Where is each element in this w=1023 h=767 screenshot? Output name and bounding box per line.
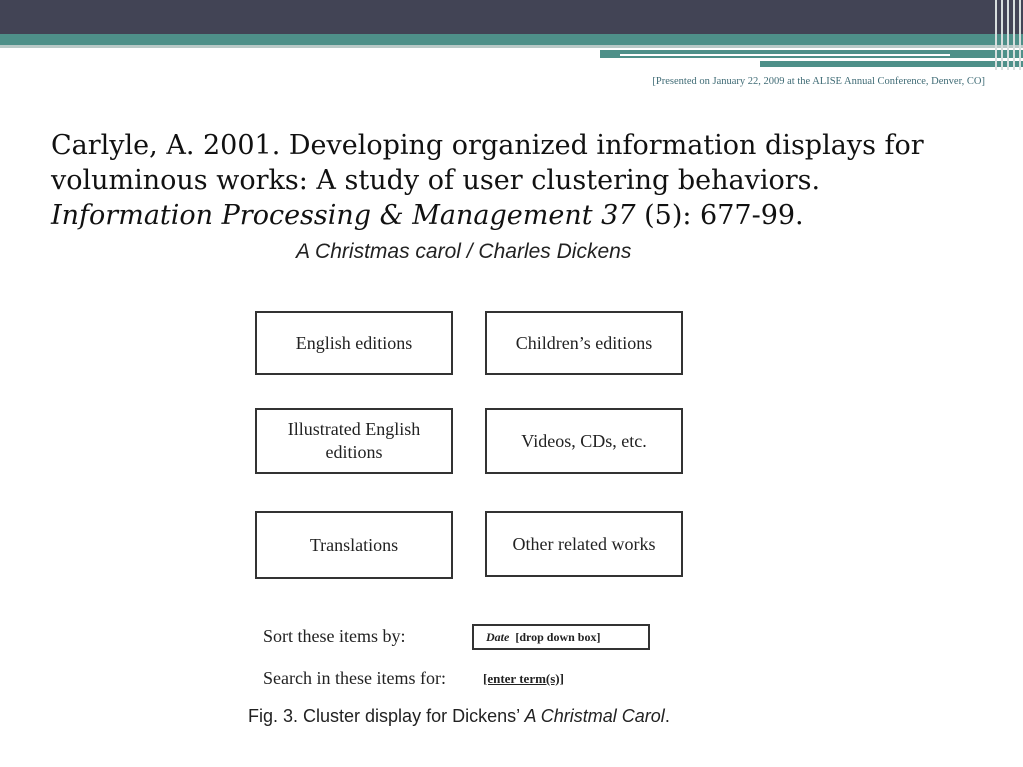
caption-prefix: Fig. 3. Cluster display for Dickens’ xyxy=(248,706,525,726)
cluster-other-related-works[interactable]: Other related works xyxy=(485,511,683,577)
sort-label: Sort these items by: xyxy=(263,626,406,646)
citation xyxy=(51,128,951,233)
caption-suffix: . xyxy=(664,706,670,726)
search-label: Search in these items for: xyxy=(263,668,446,688)
sort-dropdown[interactable] xyxy=(472,624,650,650)
header-teal-accent-low xyxy=(760,61,1023,67)
cluster-illustrated-english-editions[interactable]: Illustrated English editions xyxy=(255,408,453,474)
search-input[interactable]: [enter term(s)] xyxy=(483,671,564,686)
cluster-translations[interactable]: Translations xyxy=(255,511,453,579)
cluster-videos-cds[interactable]: Videos, CDs, etc. xyxy=(485,408,683,474)
caption-title: A Christmal Carol xyxy=(524,706,665,726)
citation-line-2: voluminous works: A study of user clustering behaviors. xyxy=(51,165,821,196)
header-stripes xyxy=(991,0,1023,70)
header-grey-line xyxy=(0,45,1023,48)
citation-issue-pages: (5): 677-99. xyxy=(635,200,804,231)
figure-title: A Christmas carol / Charles Dickens xyxy=(296,240,632,263)
figure-caption xyxy=(248,706,670,727)
cluster-childrens-editions[interactable]: Children’s editions xyxy=(485,311,683,375)
cluster-english-editions[interactable]: English editions xyxy=(255,311,453,375)
citation-line-1: Carlyle, A. 2001. Developing organized information displays for xyxy=(51,130,924,161)
sort-dropdown-value: Date xyxy=(486,629,510,644)
presented-note: [Presented on January 22, 2009 at the ALISE Annual Conference, Denver, CO] xyxy=(652,76,985,87)
sort-dropdown-placeholder: [drop down box] xyxy=(515,629,601,644)
citation-journal: Information Processing & Management 37 xyxy=(51,200,636,231)
header-dark-band xyxy=(0,0,1023,34)
header-white-line xyxy=(620,54,950,56)
header-teal-band xyxy=(0,34,1023,45)
citation-line-3 xyxy=(51,198,951,233)
